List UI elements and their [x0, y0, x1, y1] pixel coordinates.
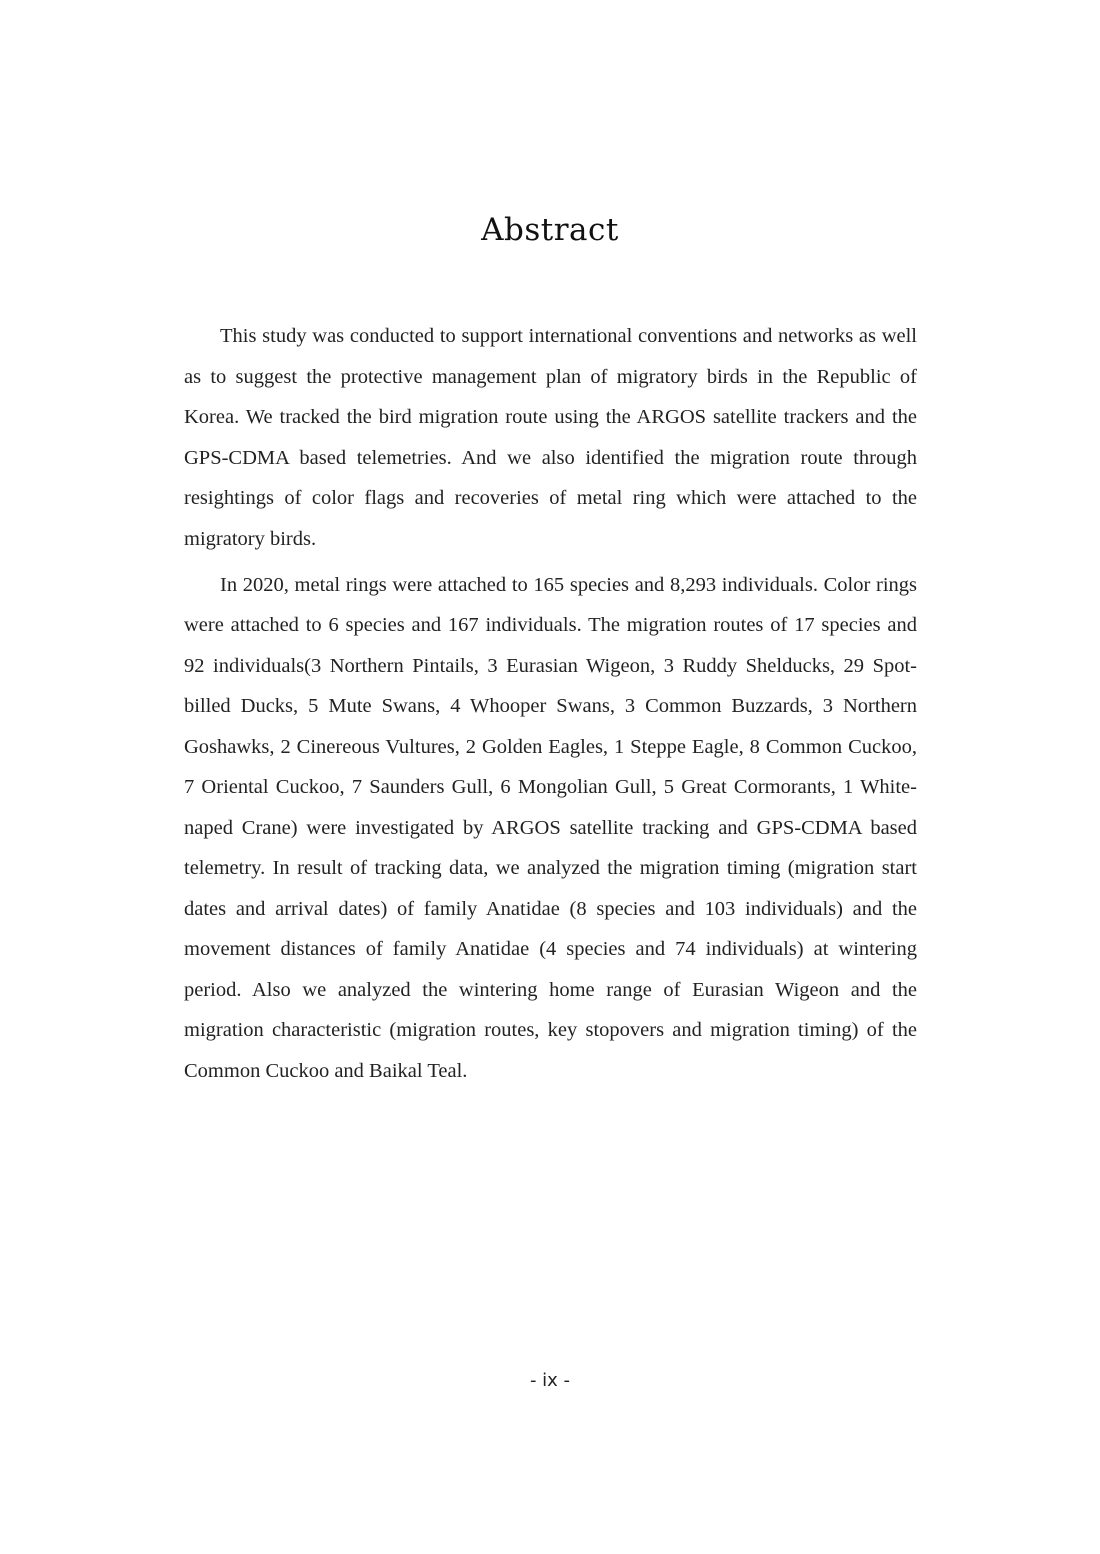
abstract-paragraph-1: This study was conducted to support international conventions and networks as well as to suggest the protective management plan of migratory birds in the Republic of Korea. We tracked the bird migration route using the ARGOS satellite trackers and the GPS-CDMA based telemetries. And we also identified the migration route through resightings of color flags and recoveries of metal ring which were attached to the migratory birds.: [184, 325, 917, 550]
page-title: Abstract: [481, 212, 619, 248]
page-number: - ix -: [529, 1370, 571, 1391]
abstract-paragraph-2: In 2020, metal rings were attached to 165 species and 8,293 individuals. Color rings were attached to 6 species and 167 individuals. The migration routes of 17 species and 92 individuals(3 Northern Pintails, 3 Eurasian Wigeon, 3 Ruddy Shelducks, 29 Spot-billed Ducks, 5 Mute Swans, 4 Whooper Swans, 3 Common Buzzards, 3 Northern Goshawks, 2 Cinereous Vultures, 2 Golden Eagles, 1 Steppe Eagle, 8 Common Cuckoo, 7 Oriental Cuckoo, 7 Saunders Gull, 6 Mongolian Gull, 5 Great Cormorants, 1 White-naped Crane) were investigated by ARGOS satellite tracking and GPS-CDMA based telemetry. In result of tracking data, we analyzed the migration timing (migration start dates and arrival dates) of family Anatidae (8 species and 103 individuals) and the movement distances of family Anatidae (4 species and 74 individuals) at wintering period. Also we analyzed the wintering home range of Eurasian Wigeon and the migration characteristic (migration routes, key stopovers and migration timing) of the Common Cuckoo and Baikal Teal.: [184, 573, 917, 1082]
abstract-body: [184, 316, 917, 1091]
